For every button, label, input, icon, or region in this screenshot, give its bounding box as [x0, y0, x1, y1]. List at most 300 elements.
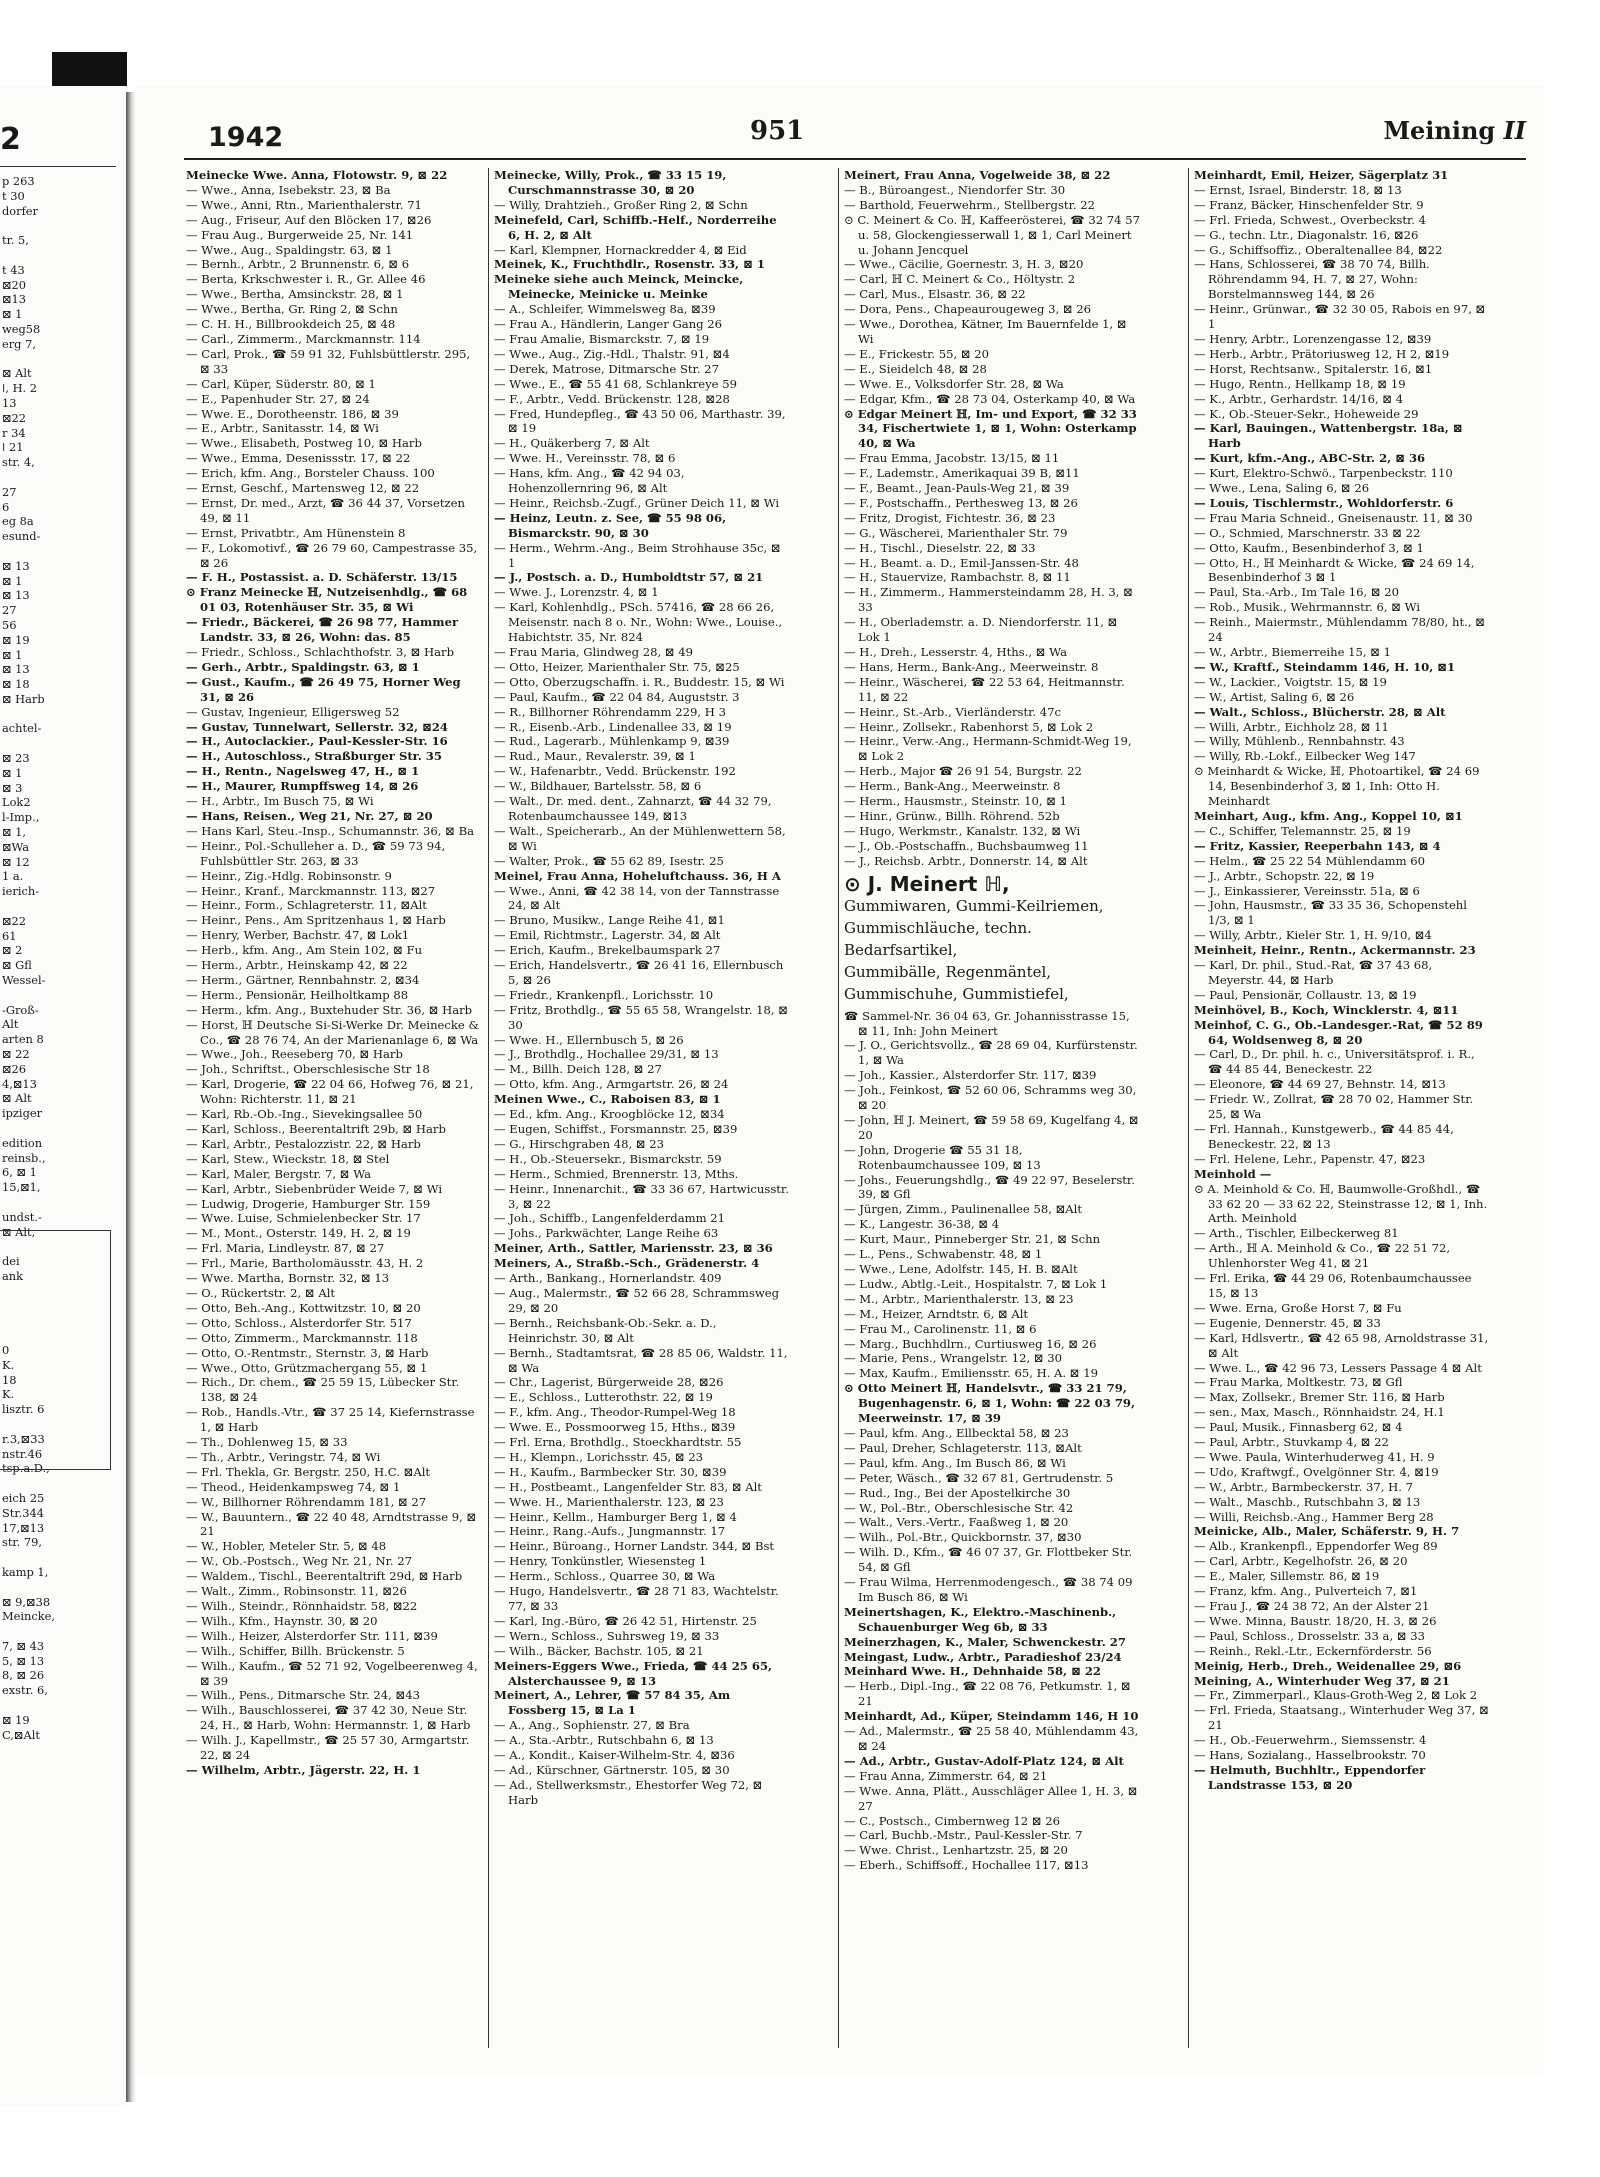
directory-entry: — Frau Wilma, Herrenmodengesch., ☎ 38 74 09 Im Busch 86, ⊠ Wi [844, 1575, 1133, 1604]
directory-entry: — H., Autoclackier., Paul-Kessler-Str. 16 [186, 734, 448, 749]
directory-entry: — W., Arbtr., Biemerreihe 15, ⊠ 1 [1194, 645, 1392, 659]
directory-entry: — Willy, Rb.-Lokf., Eilbecker Weg 147 [1194, 749, 1416, 764]
directory-entry: — Frl. Frieda, Staatsang., Winterhuder Weg 37, ⊠ 21 [1194, 1703, 1489, 1733]
directory-entry: — Hugo, Rentn., Hellkamp 18, ⊠ 19 [1194, 376, 1406, 391]
directory-entry: — Joh., Feinkost, ☎ 52 60 06, Schramms weg 30, ⊠ 20 [844, 1083, 1137, 1113]
directory-entry: — Herb., Major ☎ 26 91 54, Burgstr. 22 [844, 764, 1082, 779]
directory-entry: — Hugo, Handelsvertr., ☎ 28 71 83, Wachtelstr. 77, ⊠ 33 [494, 1584, 779, 1613]
directory-entry: — H., Maurer, Rumpffsweg 14, ⊠ 26 [186, 779, 419, 794]
directory-entry: — Gerh., Arbtr., Spaldingstr. 63, ⊠ 1 [186, 659, 420, 674]
directory-entry: — Willy, Mühlenb., Rennbahnstr. 43 [1194, 734, 1405, 749]
directory-entry: — Wilh., Steindr., Rönnhaidstr. 58, ⊠22 [186, 1599, 418, 1613]
directory-entry: — Wwe. E., Dorotheenstr. 186, ⊠ 39 [186, 406, 399, 421]
directory-entry: — Heinr., Rang.-Aufs., Jungmannstr. 17 [494, 1524, 726, 1539]
directory-entry: — Heinr., Innenarchit., ☎ 33 36 67, Hartwicusstr. 3, ⊠ 22 [494, 1181, 789, 1211]
directory-entry: — G., Schiffsoffiz., Oberaltenallee 84, ⊠22 [1194, 242, 1443, 257]
running-head-section: II [1503, 116, 1526, 145]
directory-entry: — Wwe. E., Volksdorfer Str. 28, ⊠ Wa [844, 376, 1064, 391]
directory-entry: — M., Arbtr., Marienthalerstr. 13, ⊠ 23 [844, 1291, 1074, 1306]
directory-entry: — Johs., Parkwächter, Lange Reihe 63 [494, 1226, 719, 1241]
directory-entry: — Heinr., Pol.-Schulleher a. D., ☎ 59 73 94, Fuhlsbüttler Str. 263, ⊠ 33 [186, 838, 446, 868]
directory-entry: — Fritz, Brothdlg., ☎ 55 65 58, Wrangelstr. 18, ⊠ 30 [494, 1002, 789, 1032]
directory-entry: — Walt., Zimm., Robinsonstr. 11, ⊠26 [186, 1584, 407, 1599]
directory-entry: ⊙ Meinhardt & Wicke, ℍ, Photoartikel, ☎ 24 69 14, Besenbinderhof 3, ⊠ 1, Inh: Otto H. Meinhardt [1194, 764, 1480, 809]
directory-entry: — Ad., Kürschner, Gärtnerstr. 105, ⊠ 30 [494, 1762, 730, 1777]
directory-entry: — John, ℍ J. Meinert, ☎ 59 58 69, Kugelfang 4, ⊠ 20 [844, 1112, 1139, 1142]
directory-entry: Meining, A., Winterhuder Weg 37, ⊠ 21 [1194, 1673, 1450, 1688]
directory-entry: — Wwe. Anna, Plätt., Ausschläger Allee 1, H. 3, ⊠ 27 [844, 1783, 1138, 1813]
directory-entry: — Louis, Tischlermstr., Wohldorferstr. 6 [1194, 495, 1454, 510]
directory-entry: — Frau Maria Schneid., Gneisenaustr. 11, ⊠ 30 [1194, 510, 1473, 525]
directory-entry: — Hans Karl, Steu.-Insp., Schumannstr. 36, ⊠ Ba [186, 823, 475, 838]
directory-entry: — Eleonore, ☎ 44 69 27, Behnstr. 14, ⊠13 [1194, 1077, 1446, 1092]
directory-entry: — Karl, Hdlsvertr., ☎ 42 65 98, Arnoldstrasse 31, ⊠ Alt [1194, 1330, 1489, 1360]
directory-entry: Meinhövel, B., Koch, Wincklerstr. 4, ⊠11 [1194, 1002, 1459, 1017]
directory-entry: — R., Billhorner Röhrendamm 229, H 3 [494, 704, 726, 719]
directory-entry: — Ad., Malermstr., ☎ 25 58 40, Mühlendamm 43, ⊠ 24 [844, 1724, 1139, 1753]
directory-entry: — Wilh., Kfm., Haynstr. 30, ⊠ 20 [186, 1613, 378, 1628]
directory-entry: — Wwe., Joh., Reeseberg 70, ⊠ Harb [186, 1047, 403, 1062]
column-3 [844, 168, 1140, 1873]
directory-entry: — Heinr., Wäscherei, ☎ 22 53 64, Heitmannstr. 11, ⊠ 22 [844, 674, 1125, 704]
directory-entry: — Frau A., Händlerin, Langer Gang 26 [494, 317, 723, 332]
directory-entry: Meinel, Frau Anna, Hoheluftchauss. 36, H A [494, 868, 781, 883]
directory-entry: — Karl, Kohlenhdlg., PSch. 57416, ☎ 28 66 26, Meisenstr. nach 8 o. Nr., Wohn: Wwe., Louise., Habichtstr. 35, Nr. 824 [494, 600, 783, 645]
directory-entry: — Frl., Marie, Bartholomäusstr. 43, H. 2 [186, 1256, 424, 1271]
directory-entry: — Paul, Schloss., Drosselstr. 33 a, ⊠ 33 [1194, 1628, 1425, 1643]
directory-entry: — Carl, ℍ C. Meinert & Co., Höltystr. 2 [844, 272, 1076, 287]
directory-entry: — A., Schleifer, Wimmelsweg 8a, ⊠39 [494, 302, 716, 317]
directory-entry: — Heinr., Zollsekr., Rabenhorst 5, ⊠ Lok 2 [844, 719, 1094, 734]
directory-entry: — A., Ang., Sophienstr. 27, ⊠ Bra [494, 1718, 690, 1733]
directory-entry: — Joh., Schriftst., Oberschlesische Str 18 [186, 1062, 430, 1077]
directory-entry: — K., Ob.-Steuer-Sekr., Hoheweide 29 [1194, 406, 1419, 421]
directory-entry: — Heinr., Form., Schlagreterstr. 11, ⊠Alt [186, 898, 427, 913]
directory-entry: — Friedr., Krankenpfl., Lorichsstr. 10 [494, 987, 714, 1002]
directory-entry: — Paul, Pensionär, Collaustr. 13, ⊠ 19 [1194, 987, 1417, 1002]
directory-entry: — Otto, Heizer, Marienthaler Str. 75, ⊠25 [494, 659, 740, 674]
directory-entry: — C. H. H., Billbrookdeich 25, ⊠ 48 [186, 317, 396, 332]
header-year: 1942 [208, 122, 284, 153]
directory-entry: — Wilh., Heizer, Alsterdorfer Str. 111, ⊠39 [186, 1628, 438, 1643]
directory-entry: — Wwe. H., Marienthalerstr. 123, ⊠ 23 [494, 1494, 724, 1509]
directory-entry: Meinhardt, Emil, Heizer, Sägerplatz 31 [1194, 168, 1449, 182]
directory-entry: — Karl, Dr. phil., Stud.-Rat, ☎ 37 43 68, Meyerstr. 44, ⊠ Harb [1194, 958, 1433, 987]
header-rule [184, 158, 1526, 160]
directory-entry: — E., Sieidelch 48, ⊠ 28 [844, 361, 987, 376]
advertisement-entry [844, 873, 1140, 1005]
directory-entry: — E., Schloss., Lutterothstr. 22, ⊠ 19 [494, 1390, 713, 1405]
directory-entry: — Frl. Helene, Lehr., Papenstr. 47, ⊠23 [1194, 1151, 1426, 1166]
directory-entry: — Frl. Maria, Lindleystr. 87, ⊠ 27 [186, 1241, 385, 1256]
advertisement-line: Gummischläuche, techn. Bedarfsartikel, [844, 918, 1032, 959]
running-head-name: Meining [1383, 116, 1496, 145]
directory-entry: — Heinr., Pens., Am Spritzenhaus 1, ⊠ Harb [186, 913, 446, 928]
directory-entry: — Karl, Ing.-Büro, ☎ 26 42 51, Hirtenstr. 25 [494, 1613, 757, 1628]
directory-entry: — Wwe., Bertha, Gr. Ring 2, ⊠ Schn [186, 302, 398, 317]
directory-entry: — Wwe., Cäcilie, Goernestr. 3, H. 3, ⊠20 [844, 257, 1084, 272]
directory-entry: — F., Postschaffn., Perthesweg 13, ⊠ 26 [844, 495, 1078, 510]
directory-entry: — J., Ob.-Postschaffn., Buchsbaumweg 11 [844, 838, 1089, 853]
directory-entry: — Carl, Prok., ☎ 59 91 32, Fuhlsbüttlerstr. 295, ⊠ 33 [186, 346, 471, 376]
directory-page [136, 86, 1544, 2076]
directory-entry: Meingast, Ludw., Arbtr., Paradieshof 23/24 [844, 1649, 1122, 1664]
directory-entry: — J., Brothdlg., Hochallee 29/31, ⊠ 13 [494, 1047, 719, 1062]
directory-entry: — Hugo, Werkmstr., Kanalstr. 132, ⊠ Wi [844, 823, 1081, 838]
directory-entry: Meinhardt, Ad., Küper, Steindamm 146, H 10 [844, 1709, 1139, 1724]
directory-entry: — Carl, Küper, Süderstr. 80, ⊠ 1 [186, 376, 376, 391]
page-gutter-shadow [126, 92, 136, 2102]
directory-entry: — Herm., Schmied, Brennerstr. 13, Mths. [494, 1166, 739, 1181]
directory-entry: — Herb., kfm. Ang., Am Stein 102, ⊠ Fu [186, 943, 423, 958]
directory-entry: — Marg., Buchhdlrn., Curtiusweg 16, ⊠ 26 [844, 1336, 1097, 1351]
directory-entry: Meinecke Wwe. Anna, Flotowstr. 9, ⊠ 22 [186, 168, 448, 182]
directory-entry: — Paul, Kaufm., ☎ 22 04 84, Auguststr. 3 [494, 689, 740, 704]
directory-entry: — Carl, D., Dr. phil. h. c., Universitätsprof. i. R., ☎ 44 85 44, Beneckestr. 22 [1194, 1047, 1475, 1077]
directory-entry: — Ad., Stellwerksmstr., Ehestorfer Weg 72, ⊠ Harb [494, 1777, 763, 1807]
directory-entry: — Herm., Arbtr., Heinskamp 42, ⊠ 22 [186, 958, 408, 973]
directory-entry: — Gustav, Tunnelwart, Sellerstr. 32, ⊠24 [186, 719, 448, 734]
directory-entry: — Gustav, Ingenieur, Elligersweg 52 [186, 704, 400, 719]
directory-entry: — Karl, Bauingen., Wattenbergstr. 18a, ⊠ Harb [1194, 421, 1463, 451]
advertisement-line: Gummibälle, Regenmäntel, [844, 962, 1052, 981]
directory-entry: — Walt., Speicherarb., An der Mühlenwettern 58, ⊠ Wi [494, 823, 786, 853]
advertisement-line: Gummiwaren, Gummi-Keilriemen, [844, 896, 1104, 915]
directory-entry: — Heinr., Büroang., Horner Landstr. 344, ⊠ Bst [494, 1539, 775, 1554]
directory-entry: — E., Frickestr. 55, ⊠ 20 [844, 346, 989, 361]
directory-entry: — E., Arbtr., Sanitasstr. 14, ⊠ Wi [186, 421, 379, 436]
column-4 [1194, 168, 1490, 1793]
directory-entry: — Carl, Arbtr., Kegelhofstr. 26, ⊠ 20 [1194, 1554, 1408, 1569]
directory-entry: — E., Papenhuder Str. 27, ⊠ 24 [186, 391, 370, 406]
directory-entry: — Johs., Feuerungshdlg., ☎ 49 22 97, Beselerstr. 39, ⊠ Gfl [844, 1172, 1135, 1202]
directory-entry: — Rud., Maur., Revalerstr. 39, ⊠ 1 [494, 749, 696, 764]
directory-entry: — Wwe., Lena, Saling 6, ⊠ 26 [1194, 481, 1370, 496]
directory-entry: — Jürgen, Zimm., Paulinenallee 58, ⊠Alt [844, 1202, 1083, 1217]
directory-entry: — Helmuth, Buchhltr., Eppendorfer Landstrasse 153, ⊠ 20 [1194, 1762, 1426, 1792]
directory-entry: — Arth., Tischler, Eilbeckerweg 81 [1194, 1226, 1399, 1241]
directory-entry: — Arth., ℍ A. Meinhold & Co., ☎ 22 51 72, Uhlenhorster Weg 41, ⊠ 21 [1194, 1241, 1451, 1271]
directory-entry: — Wilh., Pol.-Btr., Quickbornstr. 37, ⊠30 [844, 1530, 1082, 1545]
directory-entry: — Rud., Lagerarb., Mühlenkamp 9, ⊠39 [494, 734, 730, 749]
directory-entry: — Otto, O.-Rentmstr., Sternstr. 3, ⊠ Harb [186, 1345, 429, 1360]
directory-entry: — A., Sta.-Arbtr., Rutschbahn 6, ⊠ 13 [494, 1733, 714, 1748]
directory-entry: — Wwe. E., Possmoorweg 15, Hths., ⊠39 [494, 1420, 736, 1435]
directory-entry: — Wilh., Bäcker, Bachstr. 105, ⊠ 21 [494, 1643, 704, 1658]
directory-entry: — Paul, kfm. Ang., Im Busch 86, ⊠ Wi [844, 1455, 1066, 1470]
directory-entry: — Aug., Malermstr., ☎ 52 66 28, Schrammsweg 29, ⊠ 20 [494, 1285, 780, 1315]
directory-entry: — Hans, Schlosserei, ☎ 38 70 74, Billh. Röhrendamm 94, H. 7, ⊠ 27, Wohn: Borstelmannsweg 144, ⊠ 26 [1194, 257, 1430, 302]
directory-entry: — Henry, Arbtr., Lorenzengasse 12, ⊠39 [1194, 331, 1432, 346]
directory-entry: — Frl. Hannah., Kunstgewerb., ☎ 44 85 44, Beneckestr. 22, ⊠ 13 [1194, 1122, 1454, 1151]
directory-entry: — H., Tischl., Dieselstr. 22, ⊠ 33 [844, 540, 1036, 555]
directory-entry: — Wilh., Pens., Ditmarsche Str. 24, ⊠43 [186, 1688, 420, 1703]
directory-entry: — F., kfm. Ang., Theodor-Rumpel-Weg 18 [494, 1405, 736, 1420]
directory-entry: — H., Ob.-Feuerwehrm., Siemssenstr. 4 [1194, 1733, 1427, 1748]
directory-entry: — Henry, Tonkünstler, Wiesensteg 1 [494, 1554, 707, 1569]
directory-entry: — Otto, kfm. Ang., Armgartstr. 26, ⊠ 24 [494, 1077, 729, 1092]
directory-entry: — Herb., Dipl.-Ing., ☎ 22 08 76, Petkumstr. 1, ⊠ 21 [844, 1679, 1131, 1709]
directory-entry: — Paul, Dreher, Schlageterstr. 113, ⊠Alt [844, 1440, 1082, 1455]
directory-entry: — Bernh., Arbtr., 2 Brunnenstr. 6, ⊠ 6 [186, 257, 410, 272]
directory-entry: — Henry, Werber, Bachstr. 47, ⊠ Lok1 [186, 928, 410, 943]
directory-entry: — John, Drogerie ☎ 55 31 18, Rotenbaumchaussee 109, ⊠ 13 [844, 1142, 1041, 1172]
directory-entry: — Herm., Wehrm.-Ang., Beim Strohhause 35c, ⊠ 1 [494, 540, 781, 570]
directory-entry: — Walter, Prok., ☎ 55 62 89, Isestr. 25 [494, 853, 724, 868]
directory-entry: Meinefeld, Carl, Schiffb.-Helf., Norderreihe 6, H. 2, ⊠ Alt [494, 212, 777, 242]
directory-entry: — Eberh., Schiffsoff., Hochallee 117, ⊠13 [844, 1858, 1089, 1873]
directory-entry: — Hans, Reisen., Weg 21, Nr. 27, ⊠ 20 [186, 808, 433, 823]
directory-entry: — H., Stauervize, Rambachstr. 8, ⊠ 11 [844, 570, 1071, 585]
directory-entry: — Wwe. J., Lorenzstr. 4, ⊠ 1 [494, 585, 659, 600]
directory-entry: — Ernst, Privatbtr., Am Hünenstein 8 [186, 525, 406, 540]
directory-entry: — F., Arbtr., Vedd. Brückenstr. 128, ⊠28 [494, 391, 730, 406]
directory-entry: — Helm., ☎ 25 22 54 Mühlendamm 60 [1194, 853, 1426, 868]
directory-entry: — Heinr., St.-Arb., Vierländerstr. 47c [844, 704, 1062, 719]
directory-entry: — Otto, Schloss., Alsterdorfer Str. 517 [186, 1315, 412, 1330]
directory-entry: — Ludwig, Drogerie, Hamburger Str. 159 [186, 1196, 431, 1211]
directory-entry: — Wwe. Luise, Schmielenbecker Str. 17 [186, 1211, 421, 1226]
directory-entry: — H., Rentn., Nagelsweg 47, H., ⊠ 1 [186, 764, 420, 779]
directory-entry: — Heinr., Zig.-Hdlg. Robinsonstr. 9 [186, 868, 392, 883]
directory-entry: — O., Schmied, Marschnerstr. 33 ⊠ 22 [1194, 525, 1421, 540]
directory-entry: Meinerzhagen, K., Maler, Schwenckestr. 27 [844, 1634, 1126, 1649]
directory-entry: — Otto, Oberzugschaffn. i. R., Buddestr. 15, ⊠ Wi [494, 674, 785, 689]
column-2 [494, 168, 790, 1808]
directory-entry: — J., Postsch. a. D., Humboldtstr 57, ⊠ 21 [494, 570, 764, 585]
directory-entry: — Rob., Handls.-Vtr., ☎ 37 25 14, Kiefernstrasse 1, ⊠ Harb [186, 1405, 475, 1435]
directory-entry: — Bruno, Musikw., Lange Reihe 41, ⊠1 [494, 913, 725, 928]
directory-entry: Meinhof, C. G., Ob.-Landesger.-Rat, ☎ 52 89 64, Woldsenweg 8, ⊠ 20 [1194, 1017, 1483, 1047]
directory-entry: — Fr., Zimmerparl., Klaus-Groth-Weg 2, ⊠ Lok 2 [1194, 1688, 1478, 1703]
directory-entry: — Wilh., Bauschlosserei, ☎ 37 42 30, Neue Str. 24, H., ⊠ Harb, Wohn: Hermannstr. 1, ⊠ Harb [186, 1703, 471, 1733]
directory-entry: — Kurt, Maur., Pinneberger Str. 21, ⊠ Schn [844, 1232, 1101, 1247]
directory-entry: — Willy, Drahtzieh., Großer Ring 2, ⊠ Schn [494, 197, 748, 212]
directory-entry: — Wwe. Martha, Bornstr. 32, ⊠ 13 [186, 1271, 390, 1286]
directory-entry: — Reinh., Rekl.-Ltr., Eckernförderstr. 56 [1194, 1643, 1432, 1658]
advertisement-title: ⊙ J. Meinert ℍ, [844, 871, 1010, 896]
directory-entry: — Chr., Lagerist, Bürgerweide 28, ⊠26 [494, 1375, 724, 1390]
directory-entry: — C., Postsch., Cimbernweg 12 ⊠ 26 [844, 1813, 1061, 1828]
directory-entry: — Berta, Krkschwester i. R., Gr. Allee 46 [186, 272, 426, 287]
directory-entry: — Heinr., Grünwar., ☎ 32 30 05, Rabois en 97, ⊠ 1 [1194, 302, 1486, 332]
directory-entry: — Wwe., Anni, Rtn., Marienthalerstr. 71 [186, 197, 422, 212]
directory-entry: — Eugen, Schiffst., Forsmannstr. 25, ⊠39 [494, 1122, 738, 1136]
directory-entry: — Udo, Kraftwgf., Ovelgönner Str. 4, ⊠19 [1194, 1464, 1439, 1479]
directory-entry: — Otto, Zimmerm., Marckmannstr. 118 [186, 1330, 418, 1345]
directory-entry: — W., Pol.-Btr., Oberschlesische Str. 42 [844, 1500, 1074, 1515]
directory-entry: — Wilh., Schiffer, Billh. Brückenstr. 5 [186, 1643, 405, 1658]
directory-entry: Meinek, K., Fruchthdlr., Rosenstr. 33, ⊠ 1 [494, 257, 765, 272]
directory-entry: — Frau Maria, Glindweg 28, ⊠ 49 [494, 645, 693, 659]
directory-entry: — W., Artist, Saling 6, ⊠ 26 [1194, 689, 1355, 704]
previous-page-rule [0, 166, 116, 167]
directory-entry: — Frl. Erna, Brothdlg., Stoeckhardtstr. 55 [494, 1435, 742, 1450]
directory-entry: — H., Quäkerberg 7, ⊠ Alt [494, 436, 650, 451]
directory-entry: — H., Oberlademstr. a. D. Niendorferstr. 11, ⊠ Lok 1 [844, 615, 1118, 645]
directory-entry: — E., Maler, Sillemstr. 86, ⊠ 19 [1194, 1569, 1380, 1584]
directory-entry: — Frau Amalie, Bismarckstr. 7, ⊠ 19 [494, 331, 710, 346]
directory-entry: — Arth., Bankang., Hornerlandstr. 409 [494, 1271, 722, 1286]
directory-entry: — Peter, Wäsch., ☎ 32 67 81, Gertrudenstr. 5 [844, 1470, 1114, 1485]
directory-entry: — Wwe. Paula, Winterhuderweg 41, H. 9 [1194, 1449, 1435, 1464]
directory-entry: — Bernh., Reichsbank-Ob.-Sekr. a. D., Heinrichstr. 30, ⊠ Alt [494, 1315, 717, 1345]
directory-entry: Meinicke, Alb., Maler, Schäferstr. 9, H. 7 [1194, 1524, 1460, 1539]
directory-entry: — O., Rückertstr. 2, ⊠ Alt [186, 1285, 336, 1300]
directory-entry: — Eugenie, Dennerstr. 45, ⊠ 33 [1194, 1315, 1381, 1330]
directory-entry: — Wilhelm, Arbtr., Jägerstr. 22, H. 1 [186, 1762, 421, 1777]
directory-entry: — Herm., Pensionär, Heilholtkamp 88 [186, 987, 409, 1002]
directory-entry: — M., Heizer, Arndtstr. 6, ⊠ Alt [844, 1306, 1029, 1321]
directory-entry: — Karl, Arbtr., Siebenbrüder Weide 7, ⊠ Wi [186, 1181, 443, 1196]
directory-entry: — Wwe., Bertha, Amsinckstr. 28, ⊠ 1 [186, 287, 404, 302]
directory-entry: — W., Lackier., Voigtstr. 15, ⊠ 19 [1194, 674, 1387, 689]
directory-entry: Meinert, A., Lehrer, ☎ 57 84 35, Am Fossberg 15, ⊠ La 1 [494, 1688, 731, 1718]
directory-entry: — Heinz, Leutn. z. See, ☎ 55 98 06, Bismarckstr. 90, ⊠ 30 [494, 510, 727, 540]
directory-entry: — H., Postbeamt., Langenfelder Str. 83, ⊠ Alt [494, 1479, 762, 1494]
previous-page-number: 2 [0, 122, 21, 157]
directory-entry: — Frl. Frieda, Schwest., Overbeckstr. 4 [1194, 212, 1427, 227]
directory-entry: — M., Billh. Deich 128, ⊠ 27 [494, 1062, 662, 1077]
directory-entry: — K., Arbtr., Gerhardstr. 14/16, ⊠ 4 [1194, 391, 1404, 406]
directory-entry: — Frl. Thekla, Gr. Bergstr. 250, H.C. ⊠Alt [186, 1464, 431, 1479]
directory-entry: — Wilh. D., Kfm., ☎ 46 07 37, Gr. Flottbeker Str. 54, ⊠ Gfl [844, 1545, 1133, 1575]
directory-entry: — Herb., Arbtr., Prätoriusweg 12, H 2, ⊠19 [1194, 346, 1450, 361]
directory-entry: — Herm., Hausmstr., Steinstr. 10, ⊠ 1 [844, 794, 1067, 809]
directory-entry: — sen., Max, Masch., Rönnhaidstr. 24, H.1 [1194, 1405, 1445, 1420]
directory-entry: — Fred, Hundepfleg., ☎ 43 50 06, Marthastr. 39, ⊠ 19 [494, 406, 786, 436]
header-running-head [1383, 116, 1526, 145]
directory-entry: ⊙ Franz Meinecke ℍ, Nutzeisenhdlg., ☎ 68 01 03, Rotenhäuser Str. 35, ⊠ Wi [186, 585, 468, 615]
directory-entry: — Rich., Dr. chem., ☎ 25 59 15, Lübecker Str. 138, ⊠ 24 [186, 1375, 460, 1405]
directory-entry: Meinhold — [1194, 1166, 1272, 1181]
column-1 [186, 168, 482, 1778]
directory-entry: — R., Eisenb.-Arb., Lindenallee 33, ⊠ 19 [494, 719, 732, 734]
directory-entry: — Erich, Handelsvertr., ☎ 26 41 16, Ellernbusch 5, ⊠ 26 [494, 958, 784, 987]
directory-entry: Meinertshagen, K., Elektro.-Maschinenb., Schauenburger Weg 6b, ⊠ 33 [844, 1604, 1117, 1634]
directory-entry: — Wwe., Anna, Isebekstr. 23, ⊠ Ba [186, 182, 391, 197]
column-divider [1188, 168, 1189, 2048]
directory-entry: Meinig, Herb., Dreh., Weidenallee 29, ⊠6 [1194, 1658, 1462, 1673]
directory-entry: — J., Reichsb. Arbtr., Donnerstr. 14, ⊠ Alt [844, 853, 1088, 868]
column-divider [488, 168, 489, 2048]
directory-entry: — G., Wäscherei, Marienthaler Str. 79 [844, 525, 1068, 540]
directory-entry: — Walt., Maschb., Rutschbahn 3, ⊠ 13 [1194, 1494, 1421, 1509]
directory-entry: — Fritz, Drogist, Fichtestr. 36, ⊠ 23 [844, 510, 1056, 525]
directory-entry: Meiners-Eggers Wwe., Frieda, ☎ 44 25 65, Alsterchaussee 9, ⊠ 13 [494, 1658, 773, 1688]
directory-entry: — Wilh., Kaufm., ☎ 52 71 92, Vogelbeerenweg 4, ⊠ 39 [186, 1658, 478, 1688]
directory-entry: — Frl. Erika, ☎ 44 29 06, Rotenbaumchaussee 15, ⊠ 13 [1194, 1271, 1472, 1300]
column-divider [838, 168, 839, 2048]
header-page-number: 951 [750, 116, 805, 146]
directory-entry: — Bernh., Stadtamtsrat, ☎ 28 85 06, Waldstr. 11, ⊠ Wa [494, 1345, 788, 1375]
directory-entry: Meinecke, Willy, Prok., ☎ 33 15 19, Curschmannstrasse 30, ⊠ 20 [494, 168, 727, 197]
directory-entry: — Erich, Kaufm., Brekelbaumspark 27 [494, 943, 721, 958]
directory-entry: — Friedr., Bäckerei, ☎ 26 98 77, Hammer Landstr. 33, ⊠ 26, Wohn: das. 85 [186, 615, 459, 645]
directory-entry: — Otto, Kaufm., Besenbinderhof 3, ⊠ 1 [1194, 540, 1424, 555]
directory-entry: — Willi, Reichsb.-Ang., Hammer Berg 28 [1194, 1509, 1434, 1524]
directory-entry: — Fritz, Kassier, Reeperbahn 143, ⊠ 4 [1194, 838, 1441, 853]
directory-entry: — Karl, Drogerie, ☎ 22 04 66, Hofweg 76, ⊠ 21, Wohn: Richterstr. 11, ⊠ 21 [186, 1077, 474, 1107]
directory-entry: — Frau Anna, Zimmerstr. 64, ⊠ 21 [844, 1768, 1048, 1783]
directory-entry: — Theod., Heidenkampsweg 74, ⊠ 1 [186, 1479, 401, 1494]
directory-entry: — Willy, Arbtr., Kieler Str. 1, H. 9/10, ⊠4 [1194, 928, 1432, 943]
directory-entry: — Wwe., Emma, Desenissstr. 17, ⊠ 22 [186, 451, 411, 466]
directory-entry: — Alb., Krankenpfl., Eppendorfer Weg 89 [1194, 1539, 1438, 1554]
directory-entry: — G., Hirschgraben 48, ⊠ 23 [494, 1136, 665, 1151]
directory-entry: — C., Schiffer, Telemannstr. 25, ⊠ 19 [1194, 823, 1411, 838]
directory-entry: — Emil, Richtmstr., Lagerstr. 34, ⊠ Alt [494, 928, 721, 943]
directory-entry: — A., Kondit., Kaiser-Wilhelm-Str. 4, ⊠36 [494, 1748, 735, 1763]
page-header [136, 86, 1544, 153]
scan-edge-bar [52, 52, 127, 86]
directory-entry: — Wwe., Otto, Grützmachergang 55, ⊠ 1 [186, 1360, 428, 1375]
directory-entry: — Walt., Schloss., Blücherstr. 28, ⊠ Alt [1194, 704, 1446, 719]
directory-entry: Meineke siehe auch Meinck, Meincke, Meinecke, Meinicke u. Meinke [494, 272, 744, 302]
directory-entry: — H., Autoschloss., Straßburger Str. 35 [186, 749, 442, 764]
directory-entry: — Ed., kfm. Ang., Kroogblöcke 12, ⊠34 [494, 1107, 725, 1122]
directory-entry: — Herm., Gärtner, Rennbahnstr. 2, ⊠34 [186, 972, 420, 987]
directory-entry: — Wwe., Anni, ☎ 42 38 14, von der Tannstrasse 24, ⊠ Alt [494, 883, 780, 913]
advertisement-line: Gummischuhe, Gummistiefel, [844, 984, 1069, 1003]
directory-entry: — J. O., Gerichtsvollz., ☎ 28 69 04, Kurfürstenstr. 1, ⊠ Wa [844, 1038, 1138, 1068]
directory-entry: — F., Beamt., Jean-Pauls-Weg 21, ⊠ 39 [844, 481, 1070, 496]
directory-entry: — Hans, kfm. Ang., ☎ 42 94 03, Hohenzollernring 96, ⊠ Alt [494, 466, 685, 496]
directory-entry: — Ernst, Israel, Binderstr. 18, ⊠ 13 [1194, 182, 1402, 197]
directory-entry: — Frau Aug., Burgerweide 25, Nr. 141 [186, 227, 414, 242]
directory-entry: — Friedr. W., Zollrat, ☎ 28 70 02, Hammer Str. 25, ⊠ Wa [1194, 1092, 1474, 1122]
directory-entry: — Otto, Beh.-Ang., Kottwitzstr. 10, ⊠ 20 [186, 1300, 421, 1315]
directory-entry: — Heinr., Verw.-Ang., Hermann-Schmidt-Weg 19, ⊠ Lok 2 [844, 734, 1132, 764]
directory-entry: — B., Büroangest., Niendorfer Str. 30 [844, 182, 1066, 197]
directory-entry: — Kurt, Elektro-Schwö., Tarpenbeckstr. 110 [1194, 466, 1453, 481]
directory-entry: — Heinr., Kellm., Hamburger Berg 1, ⊠ 4 [494, 1509, 737, 1524]
directory-entry: — Aug., Friseur, Auf den Blöcken 17, ⊠26 [186, 212, 432, 227]
directory-entry: — Horst, Rechtsanw., Spitalerstr. 16, ⊠1 [1194, 361, 1433, 376]
directory-entry: — Wwe., Dorothea, Kätner, Im Bauernfelde 1, ⊠ Wi [844, 317, 1127, 346]
directory-entry: — Wwe., Aug., Zig.-Hdl., Thalstr. 91, ⊠4 [494, 346, 730, 361]
directory-entry: — Waldem., Tischl., Beerentaltrift 29d, ⊠ Harb [186, 1569, 463, 1584]
directory-entry: — Wwe., Aug., Spaldingstr. 63, ⊠ 1 [186, 242, 393, 257]
previous-page-boxed-ad [0, 1230, 111, 1470]
directory-entry: — L., Pens., Schwabenstr. 48, ⊠ 1 [844, 1247, 1043, 1262]
directory-entry: — Dora, Pens., Chapeaurougeweg 3, ⊠ 26 [844, 302, 1091, 317]
directory-entry: — Carl., Zimmerm., Marckmannstr. 114 [186, 331, 421, 346]
directory-entry: — Wwe., E., ☎ 55 41 68, Schlankreye 59 [494, 376, 737, 391]
directory-entry: — Frau M., Carolinenstr. 11, ⊠ 6 [844, 1321, 1037, 1336]
advertisement-address: ☎ Sammel-Nr. 36 04 63, Gr. Johannisstrasse 15, ⊠ 11, Inh: John Meinert [844, 1008, 1130, 1038]
directory-entry: — H., Ob.-Steuersekr., Bismarckstr. 59 [494, 1151, 722, 1166]
directory-entry: — Hinr., Grünw., Billh. Röhrend. 52b [844, 808, 1060, 823]
directory-entry: — Paul, Arbtr., Stuvkamp 4, ⊠ 22 [1194, 1435, 1389, 1450]
directory-entry: — Derek, Matrose, Ditmarsche Str. 27 [494, 361, 719, 376]
directory-entry: — Horst, ℍ Deutsche Si-Si-Werke Dr. Meinecke & Co., ☎ 28 76 74, An der Marienanlage 6, ⊠ Wa [186, 1017, 479, 1047]
directory-entry: — Wwe., Lene, Adolfstr. 145, H. B. ⊠Alt [844, 1262, 1078, 1276]
directory-entry: — Rud., Ing., Bei der Apostelkirche 30 [844, 1485, 1071, 1500]
directory-entry: — Karl, Maler, Bergstr. 7, ⊠ Wa [186, 1166, 372, 1181]
directory-entry: — Herm., Schloss., Quarree 30, ⊠ Wa [494, 1569, 716, 1584]
directory-entry: Meinhard Wwe. H., Dehnhaide 58, ⊠ 22 [844, 1664, 1101, 1679]
directory-entry: — Max, Zollsekr., Bremer Str. 116, ⊠ Harb [1194, 1390, 1445, 1405]
directory-entry: — Herm., Bank-Ang., Meerweinstr. 8 [844, 779, 1061, 794]
directory-entry: Meinen Wwe., C., Raboisen 83, ⊠ 1 [494, 1092, 721, 1107]
directory-entry: — Paul, Musik., Finnasberg 62, ⊠ 4 [1194, 1420, 1403, 1435]
directory-entry: ⊙ Otto Meinert ℍ, Handelsvtr., ☎ 33 21 79, Bugenhagenstr. 6, ⊠ 1, Wohn: ☎ 22 03 79, Meerweinstr. 17, ⊠ 39 [844, 1381, 1135, 1426]
directory-entry: — Reinh., Maiermstr., Mühlendamm 78/80, ht., ⊠ 24 [1194, 615, 1485, 645]
directory-entry: — W., Kraftf., Steindamm 146, H. 10, ⊠1 [1194, 659, 1456, 674]
directory-entry: — Otto, H., ℍ Meinhardt & Wicke, ☎ 24 69 14, Besenbinderhof 3 ⊠ 1 [1194, 555, 1475, 585]
directory-entry: — Hans, Sozialang., Hasselbrookstr. 70 [1194, 1748, 1426, 1763]
